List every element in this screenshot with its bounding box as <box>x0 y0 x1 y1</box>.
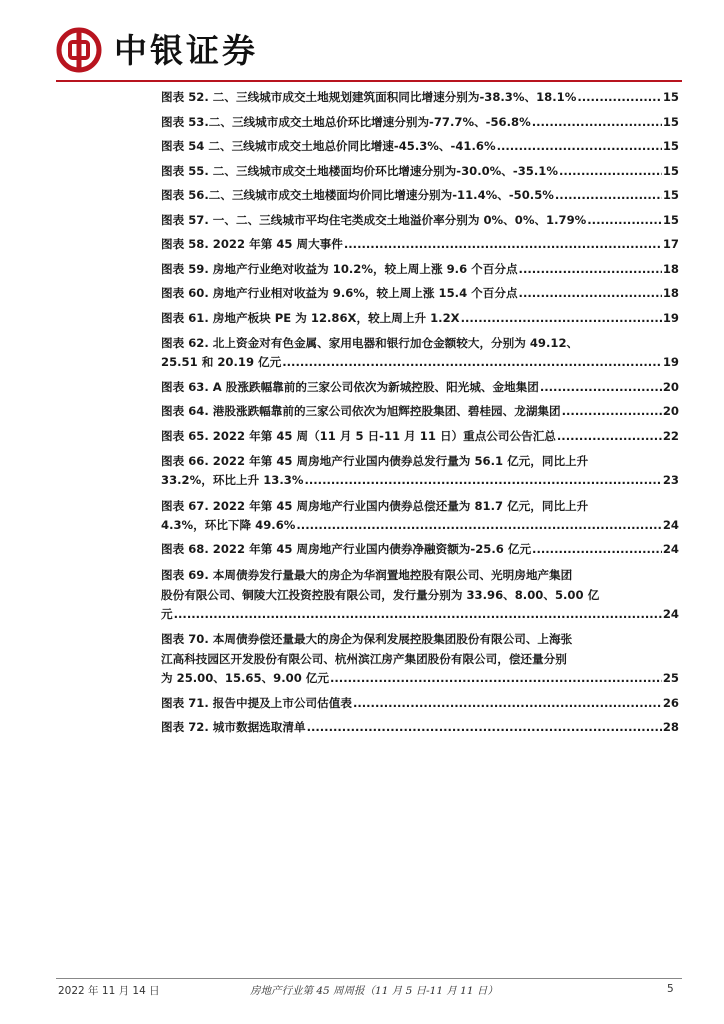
toc-entry[interactable] <box>161 311 679 327</box>
footer-report-title: 房地产行业第 45 周周报（11 月 5 日-11 月 11 日） <box>250 985 498 997</box>
toc-entry[interactable] <box>161 720 679 736</box>
footer-page-number: 5 <box>667 983 674 995</box>
toc-page-number: 15 <box>662 139 679 153</box>
toc-entry[interactable] <box>161 696 679 712</box>
dot-leader <box>587 213 662 229</box>
toc-entry-text: 元 <box>161 606 173 621</box>
toc-entry[interactable] <box>161 453 679 489</box>
toc-entry-text: 图表 60. 房地产行业相对收益为 9.6%，较上周上涨 15.4 个百分点 <box>161 286 518 300</box>
toc-entry[interactable] <box>161 164 679 180</box>
dot-leader <box>532 115 662 131</box>
toc-entry-text: 图表 55. 二、三线城市成交土地楼面均价环比增速分别为-30.0%、-35.1% <box>161 163 558 178</box>
dot-leader <box>174 607 662 623</box>
toc-entry[interactable] <box>161 335 679 371</box>
toc-entry-text: 股份有限公司、铜陵大江投资控股有限公司，发行量分别为 33.96、8.00、5.00 亿 <box>161 587 600 602</box>
dot-leader <box>562 404 662 420</box>
dot-leader <box>296 518 661 534</box>
toc-page-number: 24 <box>662 517 679 532</box>
toc-page-number: 24 <box>662 606 679 621</box>
toc-entry[interactable] <box>161 115 679 131</box>
dot-leader <box>519 286 662 302</box>
toc-page-number: 18 <box>662 286 679 300</box>
toc-entry[interactable] <box>161 262 679 278</box>
toc-entry-text: 图表 61. 房地产板块 PE 为 12.86X，较上周上升 1.2X <box>161 310 460 325</box>
toc-entry[interactable] <box>161 90 679 106</box>
toc-entry-text: 图表 64. 港股涨跌幅靠前的三家公司依次为旭辉控股集团、碧桂园、龙湖集团 <box>161 404 561 418</box>
toc-page-number: 15 <box>662 212 679 227</box>
toc-page-number: 22 <box>662 428 679 443</box>
page-header <box>56 27 682 77</box>
dot-leader <box>532 542 662 558</box>
dot-leader <box>461 311 662 327</box>
toc-entry[interactable] <box>161 631 679 687</box>
toc-entry-text: 江高科技园区开发股份有限公司、杭州滨江房产集团股份有限公司，偿还量分别 <box>161 652 567 666</box>
toc-entry-text: 图表 68. 2022 年第 45 周房地产行业国内债券净融资额为-25.6 亿元 <box>161 542 532 556</box>
toc-page-number: 19 <box>662 355 679 369</box>
toc-entry[interactable] <box>161 542 679 558</box>
table-of-figures <box>161 90 679 745</box>
toc-entry-text: 33.2%，环比上升 13.3% <box>161 473 304 487</box>
toc-entry-text: 图表 57. 一、二、三线城市平均住宅类成交土地溢价率分别为 0%、0%、1.79% <box>161 212 587 227</box>
toc-entry-text: 图表 72. 城市数据选取清单 <box>161 720 306 734</box>
header-divider <box>56 80 682 82</box>
toc-page-number: 25 <box>662 671 679 685</box>
toc-page-number: 17 <box>662 237 679 251</box>
toc-page-number: 19 <box>662 310 679 325</box>
toc-page-number: 18 <box>662 261 679 276</box>
toc-entry[interactable] <box>161 498 679 534</box>
toc-entry-text: 为 25.00、15.65、9.00 亿元 <box>161 671 329 685</box>
toc-entry-text: 图表 53.二、三线城市成交土地总价环比增速分别为-77.7%、-56.8% <box>161 114 531 129</box>
dot-leader <box>304 473 661 489</box>
dot-leader <box>282 355 662 371</box>
dot-leader <box>559 164 662 180</box>
toc-entry-text: 图表 63. A 股涨跌幅靠前的三家公司依次为新城控股、阳光城、金地集团 <box>161 379 539 394</box>
toc-entry[interactable] <box>161 380 679 396</box>
toc-entry-text: 图表 66. 2022 年第 45 周房地产行业国内债券总发行量为 56.1 亿元，同比上升 <box>161 454 589 468</box>
toc-entry-text: 图表 52. 二、三线城市成交土地规划建筑面积同比增速分别为-38.3%、18.1% <box>161 90 577 104</box>
toc-entry-text: 图表 67. 2022 年第 45 周房地产行业国内债券总偿还量为 81.7 亿元，同比上升 <box>161 498 589 513</box>
toc-entry-text: 图表 69. 本周债券发行量最大的房企为华润置地控股有限公司、光明房地产集团 <box>161 567 573 582</box>
toc-entry-text: 图表 58. 2022 年第 45 周大事件 <box>161 237 343 251</box>
toc-entry-text: 图表 62. 北上资金对有色金属、家用电器和银行加仓金额较大，分别为 49.12、 <box>161 336 579 350</box>
toc-page-number: 20 <box>662 379 679 394</box>
toc-entry-text: 图表 54 二、三线城市成交土地总价同比增速-45.3%、-41.6% <box>161 139 496 153</box>
bank-of-china-logo-icon <box>56 27 102 73</box>
toc-entry-text: 图表 70. 本周债券偿还量最大的房企为保利发展控股集团股份有限公司、上海张 <box>161 632 573 646</box>
toc-page-number: 15 <box>662 114 679 129</box>
toc-page-number: 20 <box>662 404 679 418</box>
toc-page-number: 26 <box>662 695 679 710</box>
toc-entry-text: 图表 56.二、三线城市成交土地楼面均价同比增速分别为-11.4%、-50.5% <box>161 188 554 202</box>
dot-leader <box>540 380 662 396</box>
toc-entry-text: 4.3%，环比下降 49.6% <box>161 517 296 532</box>
toc-entry[interactable] <box>161 286 679 302</box>
toc-entry-text: 图表 65. 2022 年第 45 周（11 月 5 日-11 月 11 日）重点公司公告汇总 <box>161 428 556 443</box>
toc-page-number: 24 <box>662 542 679 556</box>
toc-entry[interactable] <box>161 213 679 229</box>
toc-page-number: 15 <box>662 188 679 202</box>
toc-entry-text: 图表 71. 报告中提及上市公司估值表 <box>161 695 352 710</box>
toc-page-number: 15 <box>662 90 679 104</box>
toc-page-number: 23 <box>662 473 679 487</box>
toc-page-number: 28 <box>662 720 679 734</box>
dot-leader <box>344 237 662 253</box>
dot-leader <box>307 720 662 736</box>
dot-leader <box>555 188 662 204</box>
toc-entry[interactable] <box>161 139 679 155</box>
toc-page-number: 15 <box>662 163 679 178</box>
footer-divider <box>56 978 682 979</box>
toc-entry-text: 25.51 和 20.19 亿元 <box>161 355 282 369</box>
dot-leader <box>497 139 662 155</box>
toc-entry-text: 图表 59. 房地产行业绝对收益为 10.2%，较上周上涨 9.6 个百分点 <box>161 261 518 276</box>
toc-entry[interactable] <box>161 429 679 445</box>
toc-entry[interactable] <box>161 237 679 253</box>
dot-leader <box>519 262 662 278</box>
toc-entry[interactable] <box>161 567 679 623</box>
dot-leader <box>330 671 662 687</box>
footer-date: 2022 年 11 月 14 日 <box>58 985 160 997</box>
toc-entry[interactable] <box>161 188 679 204</box>
brand-name: 中银证券 <box>114 31 258 70</box>
toc-entry[interactable] <box>161 404 679 420</box>
dot-leader <box>577 90 662 106</box>
dot-leader <box>557 429 662 445</box>
dot-leader <box>353 696 662 712</box>
